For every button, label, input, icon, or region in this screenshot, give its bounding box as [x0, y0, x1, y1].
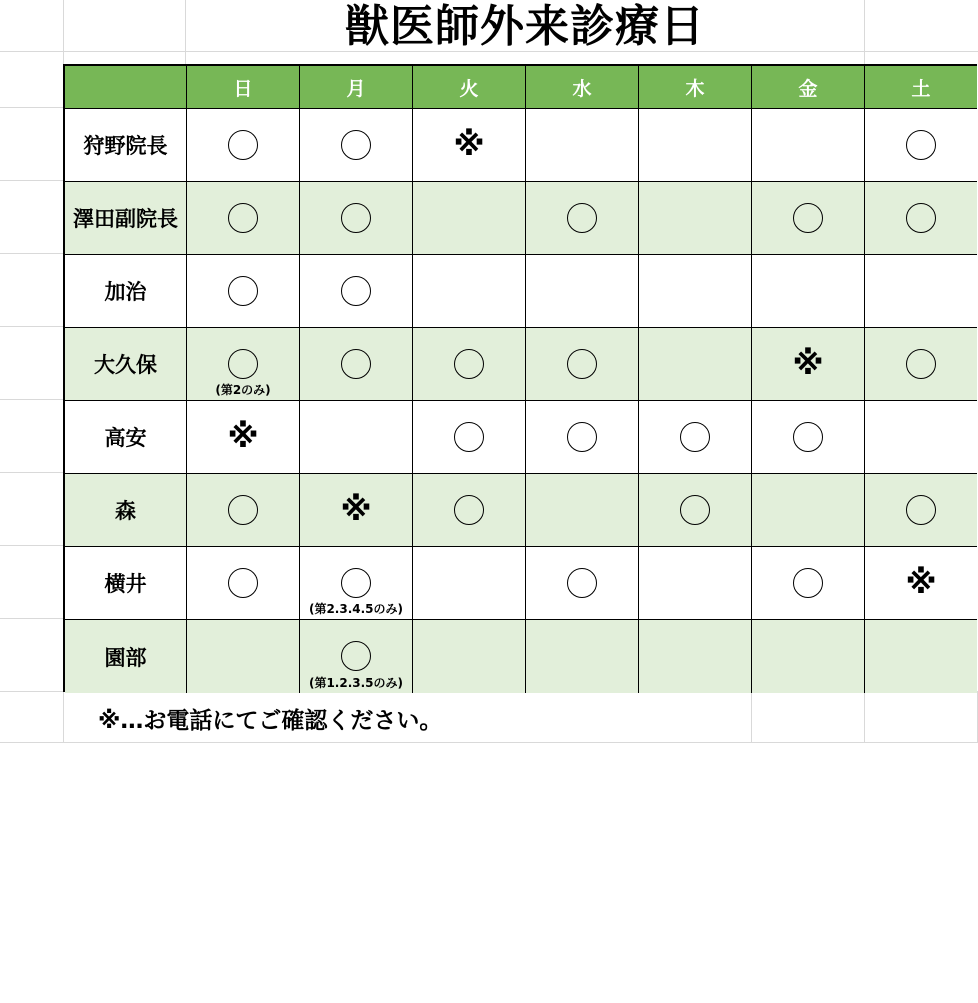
schedule-cell-mon: [300, 109, 413, 182]
schedule-cell-tue: [413, 255, 526, 328]
available-mark-icon: [341, 349, 371, 379]
schedule-cell-wed: [526, 620, 639, 693]
schedule-table: [63, 64, 977, 692]
schedule-cell-thu: [639, 401, 752, 474]
schedule-cell-tue: [413, 109, 526, 182]
doctor-name: 横井: [65, 547, 187, 620]
available-mark-icon: [906, 203, 936, 233]
schedule-cell-wed: [526, 328, 639, 401]
schedule-cell-thu: [639, 255, 752, 328]
schedule-cell-wed: [526, 401, 639, 474]
footnote: ※…お電話にてご確認ください。: [98, 708, 443, 734]
available-mark-icon: [454, 495, 484, 525]
schedule-cell-sat: [865, 547, 977, 620]
week-restriction-note: (第2.3.4.5のみ): [308, 602, 404, 616]
call-to-confirm-mark: ※: [340, 490, 372, 528]
schedule-cell-wed: [526, 255, 639, 328]
schedule-cell-fri: [752, 328, 865, 401]
schedule-cell-sat: [865, 109, 977, 182]
doctor-name: 狩野院長: [65, 109, 187, 182]
header-day-sat: 土: [865, 66, 977, 109]
available-mark-icon: [567, 568, 597, 598]
available-mark-icon: [906, 495, 936, 525]
schedule-cell-thu: [639, 182, 752, 255]
available-mark-icon: [454, 422, 484, 452]
available-mark-icon: [228, 276, 258, 306]
doctor-name: 園部: [65, 620, 187, 693]
call-to-confirm-mark: ※: [453, 125, 485, 163]
header-corner: [65, 66, 187, 109]
available-mark-icon: [228, 203, 258, 233]
schedule-cell-sat: [865, 474, 977, 547]
call-to-confirm-mark: ※: [792, 344, 824, 382]
available-mark-icon: [228, 349, 258, 379]
schedule-cell-sun: [187, 328, 300, 401]
available-mark-icon: [341, 641, 371, 671]
header-day-mon: 月: [300, 66, 413, 109]
schedule-cell-mon: [300, 547, 413, 620]
call-to-confirm-mark: ※: [227, 417, 259, 455]
schedule-cell-sat: [865, 328, 977, 401]
schedule-cell-wed: [526, 182, 639, 255]
schedule-cell-thu: [639, 328, 752, 401]
available-mark-icon: [454, 349, 484, 379]
header-day-tue: 火: [413, 66, 526, 109]
available-mark-icon: [906, 349, 936, 379]
schedule-cell-sat: [865, 401, 977, 474]
schedule-cell-fri: [752, 182, 865, 255]
schedule-cell-sun: [187, 255, 300, 328]
available-mark-icon: [228, 495, 258, 525]
available-mark-icon: [228, 130, 258, 160]
schedule-cell-tue: [413, 547, 526, 620]
doctor-name: 高安: [65, 401, 187, 474]
schedule-cell-sun: [187, 547, 300, 620]
page-title: 獣医師外来診療日: [345, 1, 705, 52]
schedule-cell-sat: [865, 182, 977, 255]
schedule-cell-sun: [187, 182, 300, 255]
schedule-cell-mon: [300, 255, 413, 328]
schedule-cell-mon: [300, 328, 413, 401]
header-day-wed: 水: [526, 66, 639, 109]
week-restriction-note: (第2のみ): [215, 383, 271, 397]
schedule-cell-sun: [187, 474, 300, 547]
schedule-cell-fri: [752, 474, 865, 547]
schedule-cell-wed: [526, 109, 639, 182]
schedule-cell-sun: [187, 109, 300, 182]
schedule-cell-wed: [526, 547, 639, 620]
doctor-name: 澤田副院長: [65, 182, 187, 255]
available-mark-icon: [228, 568, 258, 598]
schedule-cell-tue: [413, 182, 526, 255]
schedule-cell-sat: [865, 255, 977, 328]
available-mark-icon: [793, 568, 823, 598]
schedule-cell-mon: [300, 182, 413, 255]
schedule-cell-sun: [187, 620, 300, 693]
schedule-cell-wed: [526, 474, 639, 547]
doctor-name: 森: [65, 474, 187, 547]
schedule-cell-tue: [413, 328, 526, 401]
schedule-cell-fri: [752, 401, 865, 474]
available-mark-icon: [341, 130, 371, 160]
schedule-cell-tue: [413, 401, 526, 474]
schedule-cell-fri: [752, 547, 865, 620]
schedule-cell-fri: [752, 255, 865, 328]
schedule-cell-thu: [639, 109, 752, 182]
available-mark-icon: [793, 203, 823, 233]
schedule-cell-fri: [752, 620, 865, 693]
available-mark-icon: [567, 349, 597, 379]
call-to-confirm-mark: ※: [905, 563, 937, 601]
schedule-cell-fri: [752, 109, 865, 182]
schedule-cell-thu: [639, 474, 752, 547]
schedule-cell-mon: [300, 620, 413, 693]
available-mark-icon: [906, 130, 936, 160]
available-mark-icon: [341, 203, 371, 233]
schedule-cell-mon: [300, 474, 413, 547]
available-mark-icon: [567, 203, 597, 233]
schedule-cell-thu: [639, 620, 752, 693]
available-mark-icon: [341, 276, 371, 306]
week-restriction-note: (第1.2.3.5のみ): [308, 676, 404, 690]
schedule-cell-mon: [300, 401, 413, 474]
schedule-cell-sun: [187, 401, 300, 474]
doctor-name: 加治: [65, 255, 187, 328]
schedule-cell-thu: [639, 547, 752, 620]
schedule-cell-tue: [413, 474, 526, 547]
available-mark-icon: [680, 495, 710, 525]
schedule-cell-tue: [413, 620, 526, 693]
available-mark-icon: [567, 422, 597, 452]
available-mark-icon: [680, 422, 710, 452]
available-mark-icon: [793, 422, 823, 452]
doctor-name: 大久保: [65, 328, 187, 401]
header-day-fri: 金: [752, 66, 865, 109]
header-day-thu: 木: [639, 66, 752, 109]
available-mark-icon: [341, 568, 371, 598]
schedule-cell-sat: [865, 620, 977, 693]
header-day-sun: 日: [187, 66, 300, 109]
